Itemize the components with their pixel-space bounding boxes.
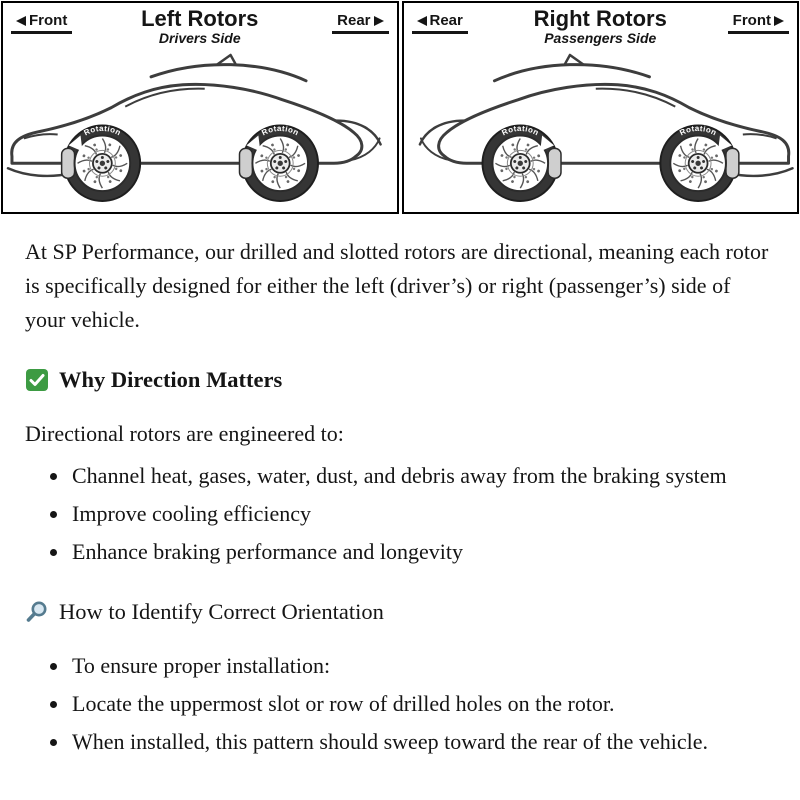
rotation-label: Rotation [260,123,301,138]
rear-direction-label [412,12,468,34]
heading-text: How to Identify Correct Orientation [59,598,384,624]
rotor-direction-diagram [0,0,800,215]
car-drawing [407,49,795,210]
check-icon [25,368,49,392]
front-direction-label [728,12,789,34]
list-item: • Channel heat, gases, water, dust, and debris away from the braking system [70,459,775,493]
car-drawing [6,49,394,210]
panel-title: Right Rotors [533,6,667,31]
description-content [0,215,800,759]
rotation-label: Rotation [82,123,123,138]
direction-text: Rear [337,12,371,29]
arrow-right-icon [374,16,384,26]
front-direction-label [11,12,72,34]
panel-subtitle: Drivers Side [158,30,241,47]
lead-paragraph: Directional rotors are engineered to: [25,421,344,447]
right-car-illustration [407,49,795,210]
arrow-left-icon [16,16,26,26]
direction-text: Front [29,12,68,29]
direction-text: Front [732,12,771,29]
why-bullet-list [25,459,775,569]
rotation-label: Rotation [499,123,540,138]
magnifier-icon [25,600,49,624]
identify-orientation-heading [25,595,775,630]
arrow-right-icon [774,16,784,26]
list-item: • To ensure proper installation: [70,649,775,683]
list-item: • Enhance braking performance and longevity [70,535,775,569]
panel-subtitle: Passengers Side [544,30,657,47]
heading-text: Why Direction Matters [59,366,283,392]
intro-paragraph: At SP Performance, our drilled and slotted rotors are directional, meaning each rotor is specifically designed for either the left (driver’s) or right (passenger’s) side of your vehicle. [25,239,769,332]
rear-direction-label [332,12,388,34]
right-rotors-panel [402,1,800,214]
identify-bullet-list [25,649,775,759]
list-item: • When installed, this pattern should sweep toward the rear of the vehicle. [70,725,775,759]
arrow-left-icon [417,16,427,26]
list-item: • Improve cooling efficiency [70,497,775,531]
panel-header [3,3,397,49]
left-car-illustration [6,49,394,210]
left-rotors-panel [1,1,399,214]
list-item: • Locate the uppermost slot or row of drilled holes on the rotor. [70,687,775,721]
direction-text: Rear [429,12,463,29]
panel-title: Left Rotors [141,6,259,31]
why-direction-matters-heading [25,363,775,398]
panel-header [404,3,798,49]
rotation-label: Rotation [677,123,718,138]
